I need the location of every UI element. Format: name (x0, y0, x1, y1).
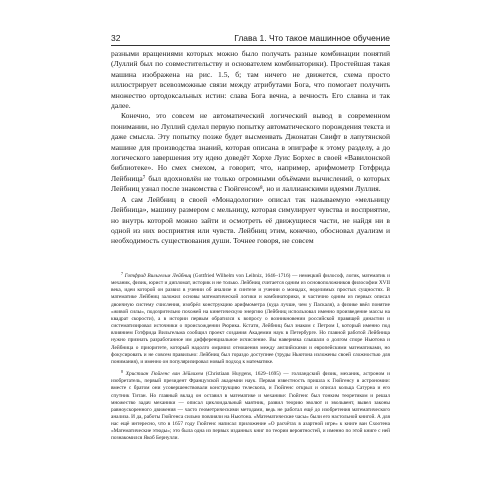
footnote-text: (Christiaan Huygens, 1629–1695) — голландский физик, механик, астроном и изобретатель, первый президент Французской академии наук. Первая известность пришла к Гюйгенсу в астрономии: вместе с братом они усовершенствовали конструкцию телескопа, и Гюйгенс открыл и описал кольца Сатурна и его спутник Титан. Но главный вклад он оставил в математике и механике: Гюйгенс был тонким теоретиком и решал множество задач механики — описал циклоидальный маятник, развил теорию эволют и эвольвент, вывел законы равноускоренного движения — часто геометрическими методами, ведь не работал ещё до изобретения математического анализа. И да, работы Гюйгенса сильно повлияли на Ньютона. «Математические часы» были его настольной книгой. А для нас ещё интересно, что в 1657 году Гюйгенс написал приложение «О расчётах в азартной игре» к книге ван Схоотена «Математические этюды»; это была одна из первых изданных книг по теории вероятностей, и именно по этой книге с ней познакомился Якоб Бернулли. (111, 371, 390, 442)
footnote-marker: 7 (121, 271, 123, 276)
footnotes (111, 270, 390, 443)
footnote-8 (111, 368, 390, 443)
paragraph: Конечно, это совсем не автоматический логический вывод в современном понимании, но Луллий сделал первую попытку автоматического порождения текста и даже смысла. Эту попытку позже будет высмеивать Джонатан Свифт в лапутянской машине для производства знаний, которая описана в эпиграфе к этому разделу, а до логического завершения эту идею доведёт Хорхе Луис Борхес в своей «Вавилонской библиотеке». Но смех смехом, а говорит, что, например, арифмометр Готфрида Лейбница⁷ был вдохновлён не только огромными объёмами вычислений, о которых Лейбниц узнал после знакомства с Гюйгенсом⁸, но и лаллианскими идеями Луллия. (111, 111, 390, 194)
footnote-7 (111, 270, 390, 366)
footnote-marker: 8 (121, 369, 123, 375)
main-text (111, 49, 390, 247)
paragraph: А сам Лейбниц в своей «Монадологии» описал так называемую «мельницу Лейбница», машину размером с мельницу, которая симулирует чувства и восприятие, но внутрь которой можно зайти и осмотреть её движущиеся части, не найдя ни в одной из них восприятия или чувств. Лейбниц этим, конечно, обосновал дуализм и необходимость существования души. Точнее говоря, не совсем (111, 194, 390, 246)
footnote-name: Христиан Гюйгенс ван Зёйлихем (125, 371, 204, 378)
paragraph: разными вращениями которых можно было получать разные комбинации понятий (Луллий был по совместительству и основателем комбинаторики). Простейшая такая машина изображена на рис. 1.5, б; там ничего не движется, схема просто иллюстрирует всевозможные связи между атрибутами Бога, что помогает получить множество ортодоксальных истин: слава Бога вечна, а вечность Его славна и так далее. (111, 49, 390, 111)
page-number: 32 (111, 33, 121, 43)
running-title: Глава 1. Что такое машинное обучение (234, 33, 390, 43)
header-rule (111, 45, 390, 46)
footnote-text: (Gottfried Wilhelm von Leibniz, 1646–1716) — немецкий философ, логик, математик и механик, физик, юрист и дипломат, историк и не только. Лейбниц считается одним из основоположников философии XVII века, идеи которой он развил в учении об анализе и синтезе и учении о монадах, неделимых простых сущностях. В математике Лейбниц заложил основы математической логики и комбинаторики, и частично одним из первых описал двоичную систему счисления, изобрёл конструкцию арифмометра (куда лучше, чем у Паскаля), а физике ввёл понятие «живой силы», подозрительно похожей на кинетическую энергию (Лейбниц использовал именно произведение массы на квадрат скорости), а в истории первым обратился к вопросу о возникновении российской правящей династии и систематизировал источники о происхождении Рюрика. Кстати, Лейбниц был знаком с Петром I, который именно под влиянием Готфрида Вильгельма сообщил проект создания Академии наук в Петербурге. Но главной работой Лейбница нужно признать разработанное им дифференциальное исчисление. Вы наверняка слышали о долгом споре Ньютона и Лейбница о приоритете, который надолго омрачил отношения между английскими и европейскими математиками, но фокусировать и не совсем правильно: Лейбниц был гораздо доступнее (труды Ньютона изложены своей сложностью для понимания), и именно он популяризировал новый подход к математике. (111, 273, 390, 365)
footnote-name: Готфрид Вильгельм Лейбниц (124, 273, 192, 279)
